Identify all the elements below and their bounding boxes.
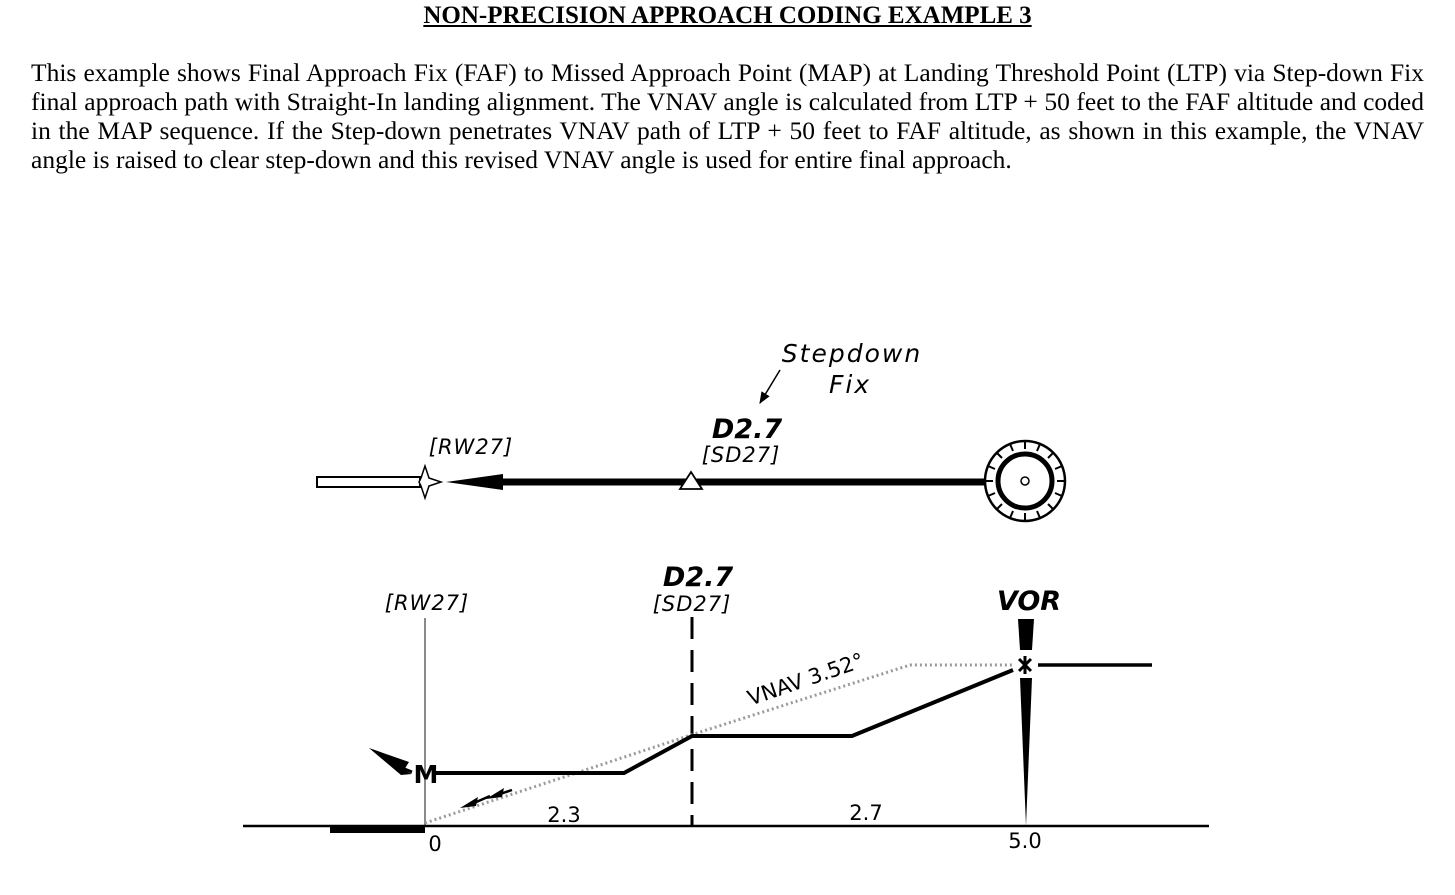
profile-vnav-path: [425, 665, 1013, 823]
profile-altitude-line: [435, 670, 1013, 773]
stepdown-callout-line1: Stepdown: [781, 339, 923, 368]
plan-stepdown-distance: D2.7: [711, 414, 783, 445]
profile-segment-2-distance: 2.7: [849, 801, 883, 825]
plan-stepdown-id: [SD27]: [701, 443, 781, 467]
profile-vor-marker-bottom: [1020, 678, 1032, 826]
vor-dme-compass-rose-icon: [985, 441, 1065, 521]
intro-paragraph: This example shows Final Approach Fix (FAF) to Missed Approach Point (MAP) at Landing Threshold Point (LTP) via Step-down Fix final approach path with Straight-In landing alignment. The VNAV angle is calculated from LTP + 50 feet to the FAF altitude and coded in the MAP sequence. If the Step-down penetrates VNAV path of LTP + 50 feet to FAF altitude, as shown in this example, the VNAV angle is raised to clear step-down and this revised VNAV angle is used for entire final approach.: [31, 58, 1424, 174]
profile-tick-end: 5.0: [1008, 829, 1042, 853]
profile-runway-bar: [330, 825, 425, 833]
plan-view: [317, 339, 1065, 521]
plan-runway-fix-icon: [419, 466, 441, 498]
profile-tick-start: 0: [428, 832, 442, 856]
profile-view: [243, 562, 1209, 856]
profile-stepdown-id: [SD27]: [652, 592, 732, 616]
profile-vnav-label: VNAV 3.52°: [744, 648, 868, 711]
profile-navaid-label: VOR: [996, 586, 1062, 617]
page-title: NON-PRECISION APPROACH CODING EXAMPLE 3: [423, 2, 1032, 29]
profile-vor-cross-icon: [1019, 656, 1031, 674]
plan-course-arrowhead: [446, 474, 503, 490]
stepdown-callout-line2: Fix: [828, 370, 872, 399]
profile-stepdown-distance: D2.7: [662, 562, 734, 593]
stepdown-callout-arrow: [760, 370, 780, 403]
plan-runway-fix-label: [RW27]: [428, 435, 514, 459]
profile-segment-1-distance: 2.3: [547, 803, 581, 827]
profile-map-symbol: M: [413, 760, 439, 789]
profile-vor-marker-top: [1018, 619, 1034, 650]
profile-runway-fix-label: [RW27]: [384, 591, 470, 615]
plan-runway-symbol: [317, 477, 420, 487]
